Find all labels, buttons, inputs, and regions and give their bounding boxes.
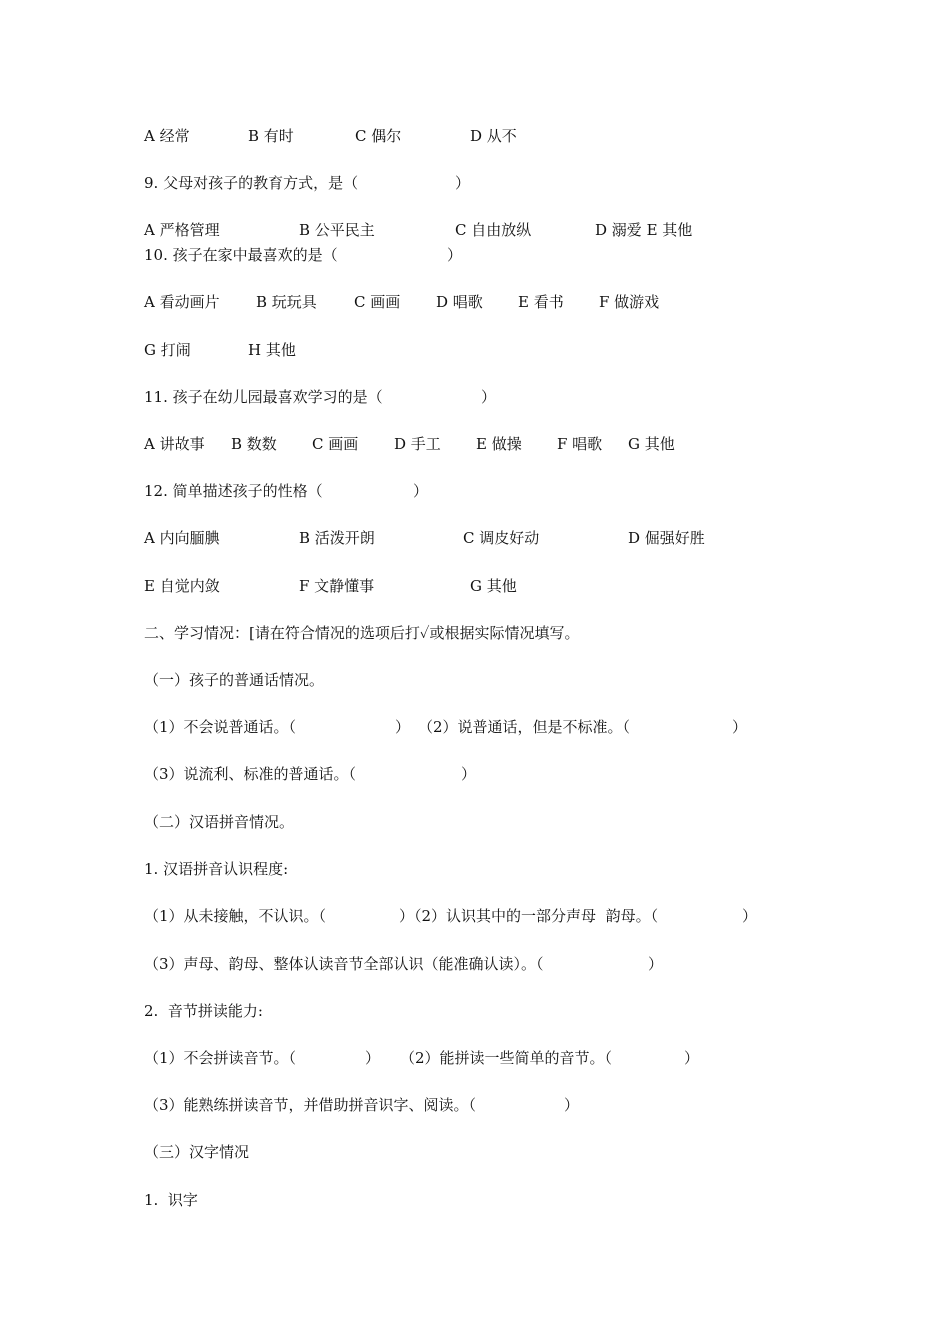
option-c: C 调皮好动: [463, 529, 540, 547]
answer-blank-close: ）: [732, 718, 748, 736]
q11-text: [144, 387, 497, 407]
option-c: C 画画: [354, 293, 401, 311]
q11-options: [144, 434, 675, 454]
option-f: F 做游戏: [599, 293, 660, 311]
q8-options: [144, 126, 517, 146]
option-d-e: D 溺爱 E 其他: [595, 221, 693, 239]
item-1: （1）从未接触，不认识。（: [144, 907, 327, 925]
item-heading: 1. 汉语拼音认识程度:: [144, 860, 289, 878]
item-heading: 2. 音节拼读能力:: [144, 1002, 263, 1020]
q10-text: [144, 245, 463, 265]
option-a: A 经常: [144, 127, 190, 145]
subsection-1-heading: [144, 670, 325, 690]
subsection-heading: （三）汉字情况: [144, 1143, 250, 1161]
option-e: E 看书: [518, 293, 564, 311]
item-2: （2）能拼读一些简单的音节。（: [400, 1049, 613, 1067]
option-d: D 手工: [394, 435, 441, 453]
answer-blank-close: ）: [413, 482, 429, 500]
item-1: （1）不会拼读音节。（: [144, 1049, 297, 1067]
option-a: A 看动画片: [144, 293, 220, 311]
option-g: G 打闹: [144, 341, 191, 359]
syllable-reading-row-2: [144, 1095, 580, 1115]
option-c: C 画画: [312, 435, 359, 453]
q12-options: [144, 528, 705, 548]
item-2: （2）说普通话，但是不标准。（: [418, 718, 631, 736]
q9-options: [144, 220, 693, 240]
literacy-heading: [144, 1190, 198, 1210]
option-f: F 唱歌: [557, 435, 603, 453]
answer-blank-close: ）: [455, 174, 471, 192]
answer-blank-close: ）: [395, 718, 411, 736]
question-text: 11. 孩子在幼儿园最喜欢学习的是（: [144, 388, 383, 406]
option-b: B 公平民主: [299, 221, 375, 239]
option-b: B 活泼开朗: [299, 529, 375, 547]
option-d: D 倔强好胜: [628, 529, 705, 547]
pinyin-recognition-row-1: [144, 906, 758, 926]
section-2-heading: [144, 623, 580, 643]
q10-options: [144, 292, 660, 312]
q12-options-continued: [144, 576, 517, 596]
subsection-heading: （二）汉语拼音情况。: [144, 813, 295, 831]
answer-blank-close: ）: [648, 955, 664, 973]
q9-text: [144, 173, 471, 193]
pinyin-recognition-heading: [144, 859, 289, 879]
answer-blank-close: ）: [447, 246, 463, 264]
option-g: G 其他: [470, 577, 517, 595]
syllable-reading-row-1: [144, 1048, 700, 1068]
item-3: （3）声母、韵母、整体认读音节全部认识（能准确认读）。（: [144, 955, 544, 973]
question-text: 9. 父母对孩子的教育方式，是（: [144, 174, 359, 192]
mandarin-options-row-1: [144, 717, 748, 737]
option-b: B 数数: [231, 435, 277, 453]
subsection-3-heading: [144, 1142, 250, 1162]
question-text: 12. 简单描述孩子的性格（: [144, 482, 323, 500]
answer-blank-close: ）: [365, 1049, 381, 1067]
item-3: （3）说流利、标准的普通话。（: [144, 765, 357, 783]
option-e: E 做操: [476, 435, 522, 453]
section-heading: 二、学习情况：[请在符合情况的选项后打✓或根据实际情况填写。: [144, 624, 580, 642]
option-d: D 从不: [470, 127, 517, 145]
option-h: H 其他: [248, 341, 296, 359]
syllable-reading-heading: [144, 1001, 263, 1021]
option-f: F 文静懂事: [299, 577, 375, 595]
mandarin-options-row-2: [144, 764, 477, 784]
pinyin-recognition-row-2: [144, 954, 664, 974]
answer-blank-close: ）: [684, 1049, 700, 1067]
option-c: C 自由放纵: [455, 221, 532, 239]
answer-blank-close: ）: [481, 388, 497, 406]
option-b: B 有时: [248, 127, 294, 145]
option-b: B 玩玩具: [256, 293, 317, 311]
option-d: D 唱歌: [436, 293, 483, 311]
subsection-heading: （一）孩子的普通话情况。: [144, 671, 325, 689]
item-2: ）（2）认识其中的一部分声母 韵母。（: [399, 907, 659, 925]
answer-blank-close: ）: [461, 765, 477, 783]
question-text: 10. 孩子在家中最喜欢的是（: [144, 246, 338, 264]
item-3: （3）能熟练拼读音节，并借助拼音识字、阅读。（: [144, 1096, 477, 1114]
option-a: A 严格管理: [144, 221, 220, 239]
q12-text: [144, 481, 429, 501]
option-c: C 偶尔: [355, 127, 402, 145]
option-e: E 自觉内敛: [144, 577, 220, 595]
q10-options-continued: [144, 340, 296, 360]
option-a: A 讲故事: [144, 435, 205, 453]
item-1: （1）不会说普通话。（: [144, 718, 297, 736]
option-a: A 内向腼腆: [144, 529, 220, 547]
subsection-2-heading: [144, 812, 295, 832]
answer-blank-close: ）: [564, 1096, 580, 1114]
answer-blank-close: ）: [742, 907, 758, 925]
item-heading: 1. 识字: [144, 1191, 198, 1209]
option-g: G 其他: [628, 435, 675, 453]
